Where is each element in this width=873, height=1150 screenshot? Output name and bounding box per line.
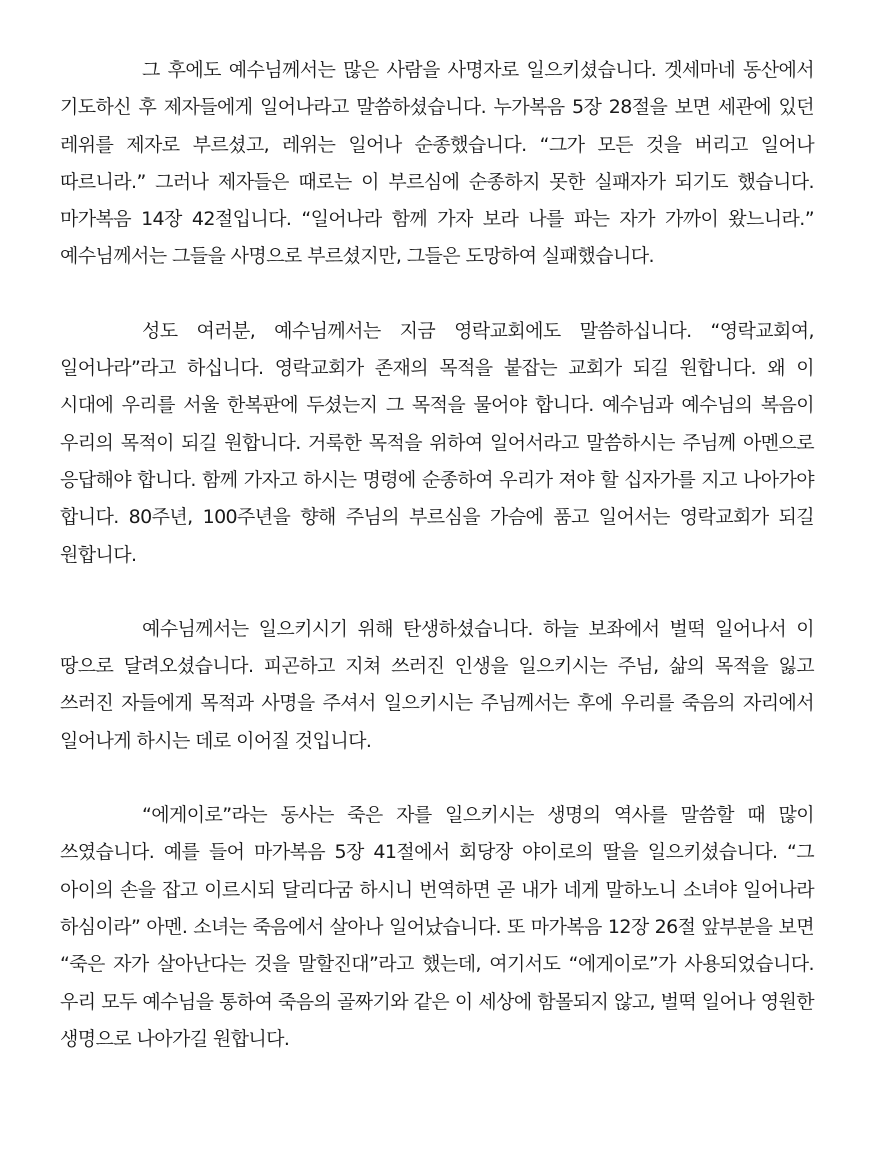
document-page — [60, 52, 814, 1058]
paragraph-4: “에게이로”라는 동사는 죽은 자를 일으키시는 생명의 역사를 말씀할 때 많이 쓰였습니다. 예를 들어 마가복음 5장 41절에서 회당장 야이로의 딸을 일으키셨습니다. “그 아이의 손을 잡고 이르시되 달리다굼 하시니 번역하면 곧 내가 네게 말하노니 소녀야 일어나라 하심이라” 아멘. 소녀는 죽음에서 살아나 일어났습니다. 또 마가복음 12장 26절 앞부분을 보면 “죽은 자가 살아난다는 것을 말할진대”라고 했는데, 여기서도 “에게이로”가 사용되었습니다. 우리 모두 예수님을 통하여 죽음의 골짜기와 같은 이 세상에 함몰되지 않고, 벌떡 일어나 영원한 생명으로 나아가길 원합니다. — [60, 804, 814, 1050]
paragraph-1: 그 후에도 예수님께서는 많은 사람을 사명자로 일으키셨습니다. 겟세마네 동산에서 기도하신 후 제자들에게 일어나라고 말씀하셨습니다. 누가복음 5장 28절을 보면 세관에 있던 레위를 제자로 부르셨고, 레위는 일어나 순종했습니다. “그가 모든 것을 버리고 일어나 따르니라.” 그러나 제자들은 때로는 이 부르심에 순종하지 못한 실패자가 되기도 했습니다. 마가복음 14장 42절입니다. “일어나라 함께 가자 보라 나를 파는 자가 가까이 왔느니라.” 예수님께서는 그들을 사명으로 부르셨지만, 그들은 도망하여 실패했습니다. — [60, 59, 814, 268]
paragraph-3: 예수님께서는 일으키시기 위해 탄생하셨습니다. 하늘 보좌에서 벌떡 일어나서 이 땅으로 달려오셨습니다. 피곤하고 지쳐 쓰러진 인생을 일으키시는 주님, 삶의 목적을 잃고 쓰러진 자들에게 목적과 사명을 주셔서 일으키시는 주님께서는 후에 우리를 죽음의 자리에서 일어나게 하시는 데로 이어질 것입니다. — [60, 617, 814, 752]
paragraph-2: 성도 여러분, 예수님께서는 지금 영락교회에도 말씀하십니다. “영락교회여, 일어나라”라고 하십니다. 영락교회가 존재의 목적을 붙잡는 교회가 되길 원합니다. 왜 이 시대에 우리를 서울 한복판에 두셨는지 그 목적을 물어야 합니다. 예수님과 예수님의 복음이 우리의 목적이 되길 원합니다. 거룩한 목적을 위하여 일어서라고 말씀하시는 주님께 아멘으로 응답해야 합니다. 함께 가자고 하시는 명령에 순종하여 우리가 져야 할 십자가를 지고 나아가야 합니다. 80주년, 100주년을 향해 주님의 부르심을 가슴에 품고 일어서는 영락교회가 되길 원합니다. — [60, 319, 814, 566]
